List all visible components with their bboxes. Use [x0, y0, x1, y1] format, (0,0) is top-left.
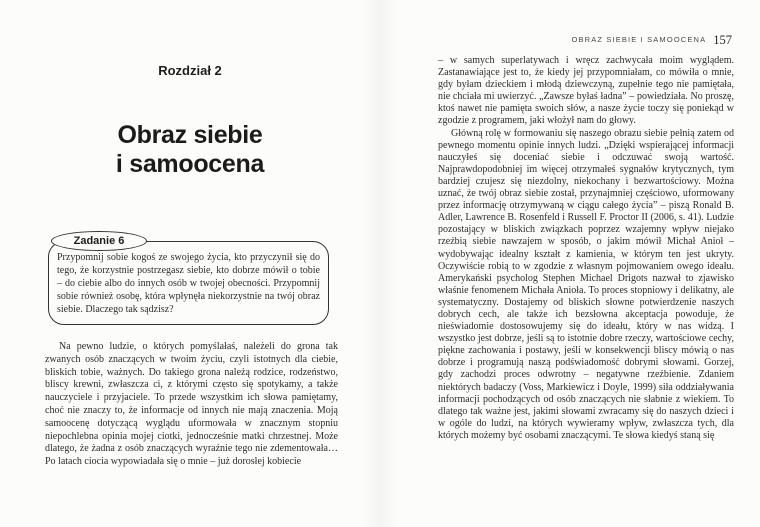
right-body-text [438, 55, 734, 442]
page-number: 157 [713, 33, 732, 47]
paragraph: Na pewno ludzie, o których pomyślałaś, należeli do grona tak zwanych osób znaczących w twoim życiu, czyli istotnych dla ciebie, bliskich tobie, ważnych. Do takiego grona należą rodzice, rodzeństwo, bliscy krewni, zwłaszcza ci, z którymi często się spotykamy, a także nauczyciele i przyjaciele. To przede wszystkim ich słowa pamiętamy, choć nie znaczy to, że informacje od innych nie mają znaczenia. Moją samoocenę dotyczącą wyglądu uformowała w znacznym stopniu niepochlebna opinia mojej ciotki, jednocześnie matki chrzestnej. Może dlatego, że żadna z osób znaczących wyraźnie tego nie zdementowała… Po latach ciocia wypowiadała się o mnie – już dorosłej kobiecie [45, 341, 338, 468]
chapter-title-line1: Obraz siebie [117, 121, 263, 149]
chapter-title [40, 121, 340, 179]
task-box-text: Przypomnij sobie kogoś ze swojego życia, kto przyczynił się do tego, że korzystnie postrzegasz siebie, kto dobrze mówił o tobie – do ciebie albo do innych osób w twojej obecności. Przypomnij sobie również osobę, która wpłynęła niekorzystnie na twój obraz siebie. Dlaczego tak sądzisz? [57, 252, 320, 315]
chapter-label: Rozdział 2 [158, 63, 222, 78]
running-title: OBRAZ SIEBIE I SAMOOCENA [571, 35, 707, 44]
paragraph: – w samych superlatywach i wręcz zachwycała moim wyglądem. Zastanawiające jest to, że kiedy jej przypomniałam, co mówiła o mnie, gdy byłam dzieckiem i młodą dziewczyną, zupełnie tego nie pamiętała, nie chciała mi uwierzyć. „Zawsze byłaś ładna” – powiedziała. No proszę, ktoś nawet nie pamięta swoich słów, a nasze życie toczy się poniekąd w zgodzie z programem, jaki włożył nam do głowy. [438, 55, 734, 127]
task-box-label: Zadanie 6 [51, 231, 147, 251]
paragraph: Główną rolę w formowaniu się naszego obrazu siebie pełnią zatem od pewnego momentu opinie innych ludzi. „Dzięki wspierającej informacji nauczyłeś się doceniać siebie i odczuwać swoją wartość. Najprawdopodobniej im więcej otrzymałeś sygnałów krytycznych, tym bardziej czujesz się niezdolny, niekochany i bezwartościowy. Można uznać, że twój obraz siebie został, przynajmniej częściowo, uformowany przez informację otrzymywaną w ciągu całego życia” – piszą Ronald B. Adler, Lawrence B. Rosenfeld i Russell F. Proctor II (2006, s. 41). Ludzie pozostający w bliskich związkach poprzez wzajemny wpływ niejako rzeźbią siebie nawzajem w sposób, o jakim mówił Michał Anioł – wydobywając idealny kształt z kamienia, w którym ten jest ukryty. Oczywiście robią to w zgodzie z własnym pojmowaniem owego ideału. Amerykański psycholog Stephen Michael Drigots nazwał to zjawisko właśnie fenomenem Michała Anioła. To proces stopniowy i delikatny, ale systematyczny. Dostajemy od bliskich słowne potwierdzenie naszych dobrych cech, ale także ich bezsłowna akceptacja powoduje, że nieświadomie dostosowujemy się do ideału, który w nas widzą. I wszystko jest dobrze, jeśli są to istotnie dobre rzeczy, wartościowe cechy, piękne zachowania i postawy, jeśli w konsekwencji bliscy mówią o nas dobrze i programują naszą podświadomość dobrymi słowami. Gorzej, gdy zachodzi proces odwrotny – negatywne rzeźbienie. Zdaniem niektórych badaczy (Voss, Markiewicz i Doyle, 1999) siła oddziaływania informacji pochodzących od osób znaczących nie słabnie z wiekiem. To dlatego tak ważne jest, jakimi słowami zwracamy się do naszych dzieci i w ogóle do ludzi, na których wywieramy wpływ, zwłaszcza tych, dla których możemy być osobami znaczącymi. Te słowa kiedyś staną się [438, 127, 734, 441]
right-page [380, 0, 760, 527]
left-body-text [45, 341, 338, 469]
task-box [48, 235, 329, 325]
chapter-title-line2: i samoocena [115, 150, 265, 178]
running-header [441, 31, 732, 49]
